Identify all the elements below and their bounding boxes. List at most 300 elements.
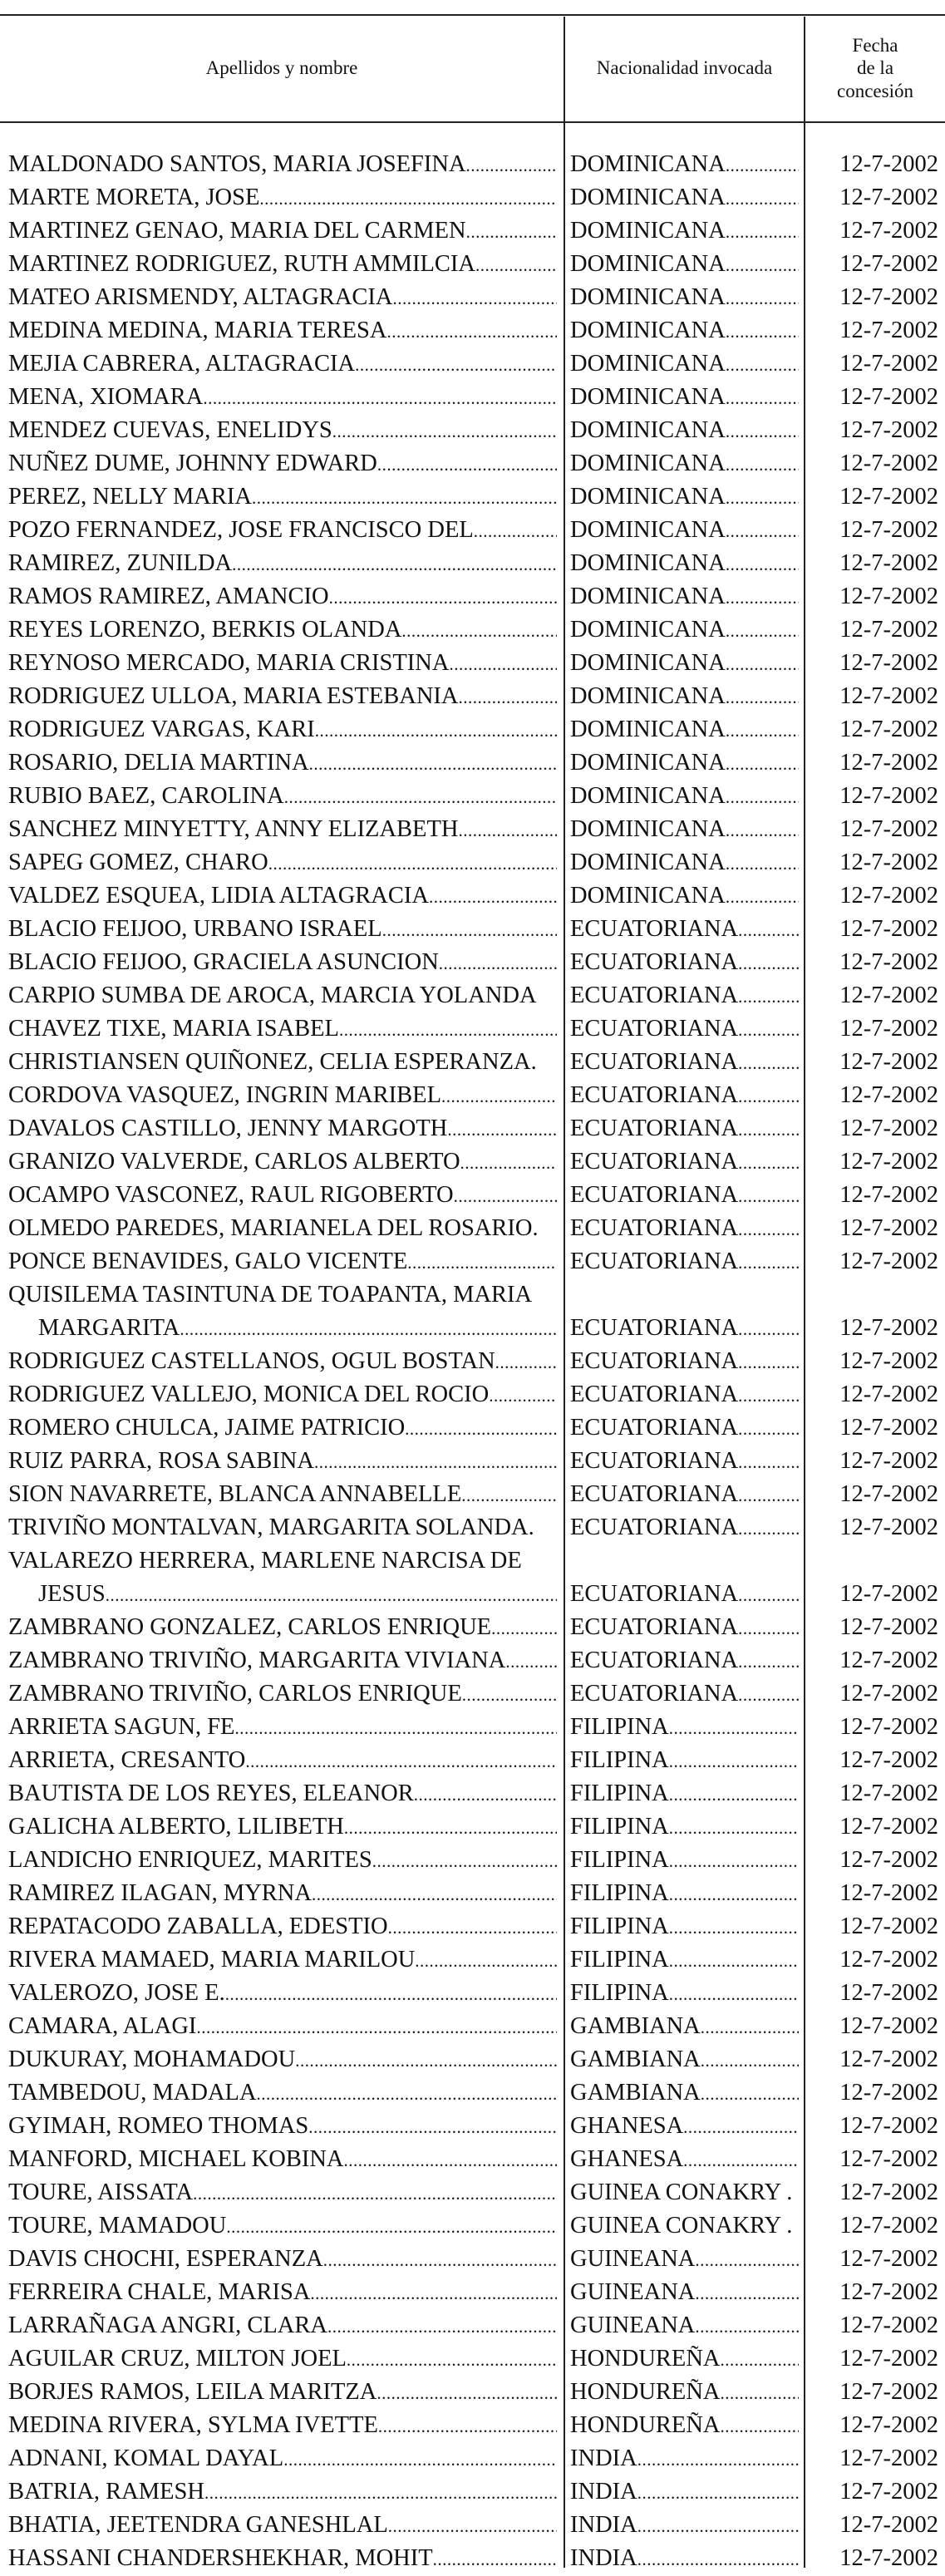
name-cell: [8, 780, 557, 814]
nationality-cell: [570, 613, 799, 648]
name-cell: [8, 1910, 557, 1944]
dot-leader: [377, 2376, 557, 2410]
dot-leader: [669, 1777, 799, 1811]
nationality-text: INDIA: [570, 2445, 637, 2471]
date-cell: 12-7-2002: [839, 1614, 938, 1640]
name-text: MANFORD, MICHAEL KOBINA: [8, 2146, 344, 2172]
name-text: MENA, XIOMARA: [8, 384, 204, 410]
table-row: [0, 2243, 945, 2276]
name-cell: [8, 2409, 557, 2443]
table-row: [0, 2276, 945, 2309]
dot-leader: [738, 1312, 799, 1346]
dot-leader: [726, 547, 799, 581]
name-text: SAPEG GOMEZ, CHARO: [8, 850, 268, 875]
name-text: REPATACODO ZABALLA, EDESTIO: [8, 1914, 388, 1939]
nationality-text: DOMINICANA: [570, 417, 726, 443]
dot-leader: [726, 680, 799, 714]
nationality-text: ECUATORIANA: [570, 1448, 739, 1474]
dot-leader: [726, 281, 799, 315]
nationality-cell: [570, 1212, 799, 1246]
name-cell: [8, 1511, 557, 1544]
nationality-text: DOMINICANA: [570, 883, 726, 909]
nationality-text: ECUATORIANA: [570, 1016, 739, 1042]
table-row: [0, 314, 945, 347]
nationality-text: GAMBIANA: [570, 2080, 701, 2106]
date-cell: 12-7-2002: [839, 2213, 938, 2239]
nationality-cell: [570, 2010, 799, 2044]
table-row: [0, 1345, 945, 1378]
name-cell: [8, 1677, 557, 1712]
name-cell: [8, 1079, 557, 1113]
nationality-cell: [570, 1345, 799, 1379]
dot-leader: [495, 1345, 557, 1379]
date-cell: 12-7-2002: [839, 2279, 938, 2305]
dot-leader: [329, 580, 557, 614]
table-row: [0, 713, 945, 746]
nationality-text: FILIPINA: [570, 1947, 669, 1973]
dot-leader: [196, 2010, 557, 2044]
nationality-cell: [570, 2342, 799, 2377]
name-cell: [8, 746, 557, 781]
nationality-cell: [570, 1877, 799, 1911]
name-text: LARRAÑAGA ANGRI, CLARA: [8, 2312, 327, 2338]
header-date: [805, 15, 945, 121]
name-text: BAUTISTA DE LOS REYES, ELEANOR: [8, 1781, 414, 1806]
name-text: CORDOVA VASQUEZ, INGRIN MARIBEL: [8, 1082, 441, 1108]
name-text: CHRISTIANSEN QUIÑONEZ, CELIA ESPERANZA.: [8, 1049, 537, 1075]
dot-leader: [726, 347, 799, 382]
date-cell: 12-7-2002: [839, 2047, 938, 2072]
dot-leader: [378, 2409, 557, 2443]
table-row: [0, 1411, 945, 1445]
table-row: [0, 2409, 945, 2442]
dot-leader: [415, 1943, 557, 1978]
date-cell: 12-7-2002: [839, 151, 938, 177]
table-row: [0, 2010, 945, 2043]
dot-leader: [314, 1445, 557, 1479]
date-cell: 12-7-2002: [839, 2379, 938, 2405]
nationality-text: ECUATORIANA: [570, 1382, 739, 1407]
dot-leader: [726, 414, 799, 448]
nationality-cell: [570, 713, 799, 747]
nationality-text: ECUATORIANA: [570, 1049, 739, 1075]
table-row: [0, 1810, 945, 1844]
table-row: [0, 2542, 945, 2575]
name-cell: [8, 1877, 557, 1911]
date-cell: 12-7-2002: [839, 750, 938, 776]
name-text: BATRIA, RAMESH: [8, 2479, 204, 2505]
nationality-cell: [570, 1511, 799, 1545]
dot-leader: [738, 1611, 799, 1645]
dot-leader: [726, 813, 799, 847]
table-row: [0, 2209, 945, 2243]
table-row: [0, 2043, 945, 2076]
date-cell: 12-7-2002: [839, 1747, 938, 1773]
nationality-text: HONDUREÑA: [570, 2412, 721, 2438]
dot-leader: [245, 1744, 557, 1778]
dot-leader: [388, 1910, 557, 1944]
name-text: VALDEZ ESQUEA, LIDIA ALTAGRACIA: [8, 883, 429, 909]
dot-leader: [414, 1777, 557, 1811]
date-cell: 12-7-2002: [839, 916, 938, 942]
nationality-cell: [570, 1977, 799, 2011]
nationality-text: DOMINICANA: [570, 318, 726, 343]
nationality-cell: [570, 1744, 799, 1778]
name-text: MARTE MORETA, JOSE: [8, 185, 260, 210]
dot-leader: [695, 2276, 799, 2310]
table-row: [0, 946, 945, 979]
date-cell: 12-7-2002: [839, 351, 938, 377]
dot-leader: [738, 1578, 799, 1612]
name-text: BLACIO FEIJOO, GRACIELA ASUNCION: [8, 949, 439, 975]
dot-leader: [475, 248, 557, 282]
nationality-text: ECUATORIANA: [570, 949, 739, 975]
nationality-cell: [570, 314, 799, 348]
table-row: [0, 1777, 945, 1810]
dot-leader: [738, 1478, 799, 1512]
table-row: [0, 647, 945, 680]
nationality-text: DOMINICANA: [570, 185, 726, 210]
dot-leader: [701, 2010, 799, 2044]
nationality-cell: [570, 1810, 799, 1845]
name-cell: [8, 2176, 557, 2210]
name-line-2: [8, 1312, 557, 1346]
table-row: [0, 1179, 945, 1212]
dot-leader: [447, 1112, 557, 1146]
name-text: DUKURAY, MOHAMADOU: [8, 2047, 296, 2072]
date-cell: 12-7-2002: [839, 1382, 938, 1407]
name-text: AGUILAR CRUZ, MILTON JOEL: [8, 2346, 347, 2372]
nationality-text: ECUATORIANA: [570, 1515, 739, 1540]
table-row: [0, 214, 945, 248]
nationality-cell: [570, 2076, 799, 2111]
date-cell: 12-7-2002: [839, 1847, 938, 1873]
date-cell: 12-7-2002: [839, 1714, 938, 1740]
nationality-text: DOMINICANA: [570, 650, 726, 676]
date-cell: 12-7-2002: [839, 717, 938, 742]
name-cell: [8, 214, 557, 249]
date-cell: 12-7-2002: [839, 1415, 938, 1441]
name-text: OLMEDO PAREDES, MARIANELA DEL ROSARIO.: [8, 1215, 539, 1241]
dot-leader: [388, 2509, 557, 2543]
nationality-cell: [570, 879, 799, 914]
name-cell: [8, 647, 557, 681]
nationality-text: FILIPINA: [570, 1714, 669, 1740]
table-row: [0, 913, 945, 946]
name-cell: [8, 2475, 557, 2510]
name-cell: [8, 613, 557, 648]
table-row: [0, 580, 945, 613]
nationality-text: ECUATORIANA: [570, 1648, 739, 1673]
dot-leader: [489, 1378, 557, 1412]
nationality-cell: [570, 480, 799, 515]
dot-leader: [382, 913, 557, 947]
table-row: [0, 1212, 945, 1245]
date-cell: 12-7-2002: [839, 783, 938, 809]
name-text: BHATIA, JEETENDRA GANESHLAL: [8, 2512, 388, 2538]
nationality-cell: [570, 1943, 799, 1978]
dot-leader: [721, 2409, 800, 2443]
date-cell: 12-7-2002: [839, 2146, 938, 2172]
dot-leader: [232, 547, 557, 581]
dot-leader: [284, 780, 557, 814]
date-cell: 12-7-2002: [839, 1315, 938, 1341]
table-row: [0, 281, 945, 314]
dot-leader: [738, 1245, 799, 1279]
dot-leader: [738, 1079, 799, 1113]
nationality-cell: [570, 580, 799, 614]
table-row: [0, 2376, 945, 2409]
nationality-cell: [570, 248, 799, 282]
name-cell: [8, 2243, 557, 2277]
dot-leader: [454, 1179, 557, 1213]
table-row: [0, 979, 945, 1012]
nationality-cell: [570, 746, 799, 781]
table-row: [0, 414, 945, 447]
nationality-text: DOMINICANA: [570, 451, 726, 476]
name-cell: [8, 1112, 557, 1146]
table-row: [0, 547, 945, 580]
nationality-cell: [570, 2176, 799, 2209]
name-text: ZAMBRANO TRIVIÑO, MARGARITA VIVIANA: [8, 1648, 506, 1673]
name-cell: [8, 1478, 557, 1512]
nationality-cell: [570, 946, 799, 980]
dot-leader: [726, 148, 799, 182]
nationality-text: DOMINICANA: [570, 351, 726, 377]
date-cell: 12-7-2002: [839, 1182, 938, 1208]
nationality-cell: [570, 1312, 799, 1346]
dot-leader: [683, 2143, 799, 2177]
nationality-cell: [570, 1644, 799, 1678]
nationality-cell: [570, 680, 799, 714]
nationality-text: INDIA: [570, 2545, 637, 2571]
name-text: NUÑEZ DUME, JOHNNY EDWARD: [8, 451, 377, 476]
nationality-text: GHANESA: [570, 2113, 684, 2139]
dot-leader: [721, 2342, 800, 2377]
name-cell: [8, 580, 557, 614]
date-cell: 12-7-2002: [839, 517, 938, 543]
nationality-text: ECUATORIANA: [570, 983, 739, 1008]
table-row: [0, 2442, 945, 2475]
name-line-1: QUISILEMA TASINTUNA DE TOAPANTA, MARIA: [8, 1282, 533, 1308]
table-row: [0, 248, 945, 281]
nationality-cell: [570, 2243, 799, 2277]
nationality-text: GUINEA CONAKRY .: [570, 2213, 793, 2239]
nationality-text: DOMINICANA: [570, 384, 726, 410]
dot-leader: [726, 480, 799, 515]
name-text: POZO FERNANDEZ, JOSE FRANCISCO DEL: [8, 517, 474, 543]
nationality-cell: [570, 514, 799, 548]
nationality-cell: [570, 913, 799, 947]
dot-leader: [252, 480, 557, 515]
name-cell: [8, 1943, 557, 1978]
table-row: [0, 746, 945, 780]
date-cell: 12-7-2002: [839, 949, 938, 975]
table-row: [0, 1012, 945, 1046]
dot-leader: [234, 1711, 557, 1745]
nationality-cell: [570, 547, 799, 581]
dot-leader: [738, 946, 799, 980]
dot-leader: [441, 1079, 557, 1113]
dot-leader: [332, 414, 557, 448]
dot-leader: [310, 2276, 557, 2310]
dot-leader: [637, 2509, 799, 2543]
header-nationality: Nacionalidad invocada: [596, 57, 773, 79]
name-text: RODRIGUEZ VALLEJO, MONICA DEL ROCIO: [8, 1382, 490, 1407]
nationality-text: DOMINICANA: [570, 717, 726, 742]
name-cell: [8, 1445, 557, 1479]
dot-leader: [257, 2076, 557, 2111]
date-cell: 12-7-2002: [839, 550, 938, 576]
name-text: DAVIS CHOCHI, ESPERANZA: [8, 2246, 323, 2272]
date-cell: 12-7-2002: [839, 1648, 938, 1673]
header-date-line3: concesión: [837, 80, 913, 101]
nationality-text: DOMINICANA: [570, 550, 726, 576]
date-cell: 12-7-2002: [839, 2312, 938, 2338]
date-cell: 12-7-2002: [839, 1215, 938, 1241]
dot-leader: [669, 1711, 799, 1745]
nationality-cell: [570, 347, 799, 382]
dot-leader: [738, 1677, 799, 1712]
name-cell: [8, 1278, 557, 1346]
dot-leader: [726, 746, 799, 781]
dot-leader: [637, 2475, 799, 2510]
name-text: TAMBEDOU, MADALA: [8, 2080, 257, 2106]
name-text: CHAVEZ TIXE, MARIA ISABEL: [8, 1016, 339, 1042]
date-cell: 12-7-2002: [839, 2479, 938, 2505]
name-text: MENDEZ CUEVAS, ENELIDYS: [8, 417, 332, 443]
nationality-cell: [570, 2376, 799, 2410]
table-row: [0, 1046, 945, 1079]
table-row: [0, 1644, 945, 1677]
name-text: HASSANI CHANDERSHEKHAR, MOHIT: [8, 2545, 433, 2571]
dot-leader: [259, 181, 557, 215]
name-cell: [8, 979, 557, 1012]
dot-leader: [458, 813, 557, 847]
nationality-text: FILIPINA: [570, 1880, 669, 1906]
nationality-cell: [570, 1677, 799, 1712]
nationality-cell: [570, 813, 799, 847]
nationality-text: DOMINICANA: [570, 584, 726, 609]
nationality-text: ECUATORIANA: [570, 1249, 739, 1274]
dot-leader: [726, 248, 799, 282]
nationality-text: GUINEANA: [570, 2312, 696, 2338]
name-text: CAMARA, ALAGI: [8, 2013, 197, 2039]
dot-leader: [738, 1112, 799, 1146]
nationality-text: GAMBIANA: [570, 2013, 701, 2039]
nationality-text: ECUATORIANA: [570, 916, 739, 942]
name-cell: [8, 2376, 557, 2410]
name-text: REYNOSO MERCADO, MARIA CRISTINA: [8, 650, 450, 676]
nationality-cell: [570, 281, 799, 315]
nationality-text: FILIPINA: [570, 1781, 669, 1806]
nationality-cell: [570, 148, 799, 182]
date-cell: 12-7-2002: [839, 850, 938, 875]
dot-leader: [669, 1744, 799, 1778]
nationality-text: HONDUREÑA: [570, 2346, 721, 2372]
dot-leader: [180, 1312, 557, 1346]
name-text: ROSARIO, DELIA MARTINA: [8, 750, 309, 776]
name-text: MEJIA CABRERA, ALTAGRACIA: [8, 351, 356, 377]
name-cell: [8, 314, 557, 348]
nationality-cell: [570, 1145, 799, 1180]
name-cell: [8, 381, 557, 415]
nationality-text: GAMBIANA: [570, 2047, 701, 2072]
dot-leader: [355, 347, 557, 382]
nationality-cell: [570, 2143, 799, 2177]
name-text: GRANIZO VALVERDE, CARLOS ALBERTO: [8, 1149, 460, 1175]
name-text: CARPIO SUMBA DE AROCA, MARCIA YOLANDA: [8, 983, 537, 1008]
name-cell: [8, 1012, 557, 1047]
dot-leader: [738, 979, 799, 1013]
name-cell: [8, 181, 557, 215]
name-text: ZAMBRANO TRIVIÑO, CARLOS ENRIQUE: [8, 1681, 462, 1707]
name-cell: [8, 2209, 557, 2244]
dot-leader: [393, 281, 558, 315]
dot-leader: [695, 2243, 799, 2277]
nationality-text: ECUATORIANA: [570, 1116, 739, 1141]
nationality-text: ECUATORIANA: [570, 1681, 739, 1707]
dot-leader: [429, 879, 557, 914]
dot-leader: [726, 580, 799, 614]
nationality-text: ECUATORIANA: [570, 1215, 739, 1241]
table-row: [0, 1079, 945, 1112]
dot-leader: [474, 514, 557, 548]
date-cell: 12-7-2002: [839, 683, 938, 709]
dot-leader: [726, 846, 799, 880]
table-row: [0, 846, 945, 879]
nationality-cell: [570, 1445, 799, 1479]
name-text: SANCHEZ MINYETTY, ANNY ELIZABETH: [8, 816, 459, 842]
nationality-cell: [570, 1711, 799, 1745]
name-cell: [8, 680, 557, 714]
date-cell: 12-7-2002: [839, 1980, 938, 2006]
nationality-text: FILIPINA: [570, 1747, 669, 1773]
table-row: [0, 148, 945, 181]
date-cell: 12-7-2002: [839, 218, 938, 244]
name-text: SION NAVARRETE, BLANCA ANNABELLE: [8, 1481, 462, 1507]
name-text: RUIZ PARRA, ROSA SABINA: [8, 1448, 314, 1474]
name-cell: [8, 1378, 557, 1412]
name-cell: [8, 846, 557, 880]
date-cell: 12-7-2002: [839, 2545, 938, 2571]
name-text: PEREZ, NELLY MARIA: [8, 484, 252, 510]
table-row: [0, 1977, 945, 2010]
date-cell: 12-7-2002: [839, 1448, 938, 1474]
table-row: [0, 1844, 945, 1877]
name-text: FERREIRA CHALE, MARISA: [8, 2279, 311, 2305]
name-cell: [8, 2442, 557, 2476]
table-row: [0, 2143, 945, 2176]
date-cell: 12-7-2002: [839, 1116, 938, 1141]
dot-leader: [449, 647, 557, 681]
date-cell: 12-7-2002: [839, 2113, 938, 2139]
name-text: RODRIGUEZ VARGAS, KARI: [8, 717, 315, 742]
dot-leader: [308, 2110, 557, 2144]
date-cell: 12-7-2002: [839, 1082, 938, 1108]
name-cell: [8, 1245, 557, 1279]
dot-leader: [401, 613, 557, 648]
name-continuation: MARGARITA: [38, 1315, 180, 1341]
dot-leader: [738, 913, 799, 947]
dot-leader: [683, 2110, 799, 2144]
dot-leader: [738, 1511, 799, 1545]
nationality-text: ECUATORIANA: [570, 1182, 739, 1208]
date-cell: 12-7-2002: [839, 2080, 938, 2106]
name-cell: [8, 447, 557, 481]
dot-leader: [637, 2542, 799, 2576]
name-cell: [8, 1611, 557, 1645]
